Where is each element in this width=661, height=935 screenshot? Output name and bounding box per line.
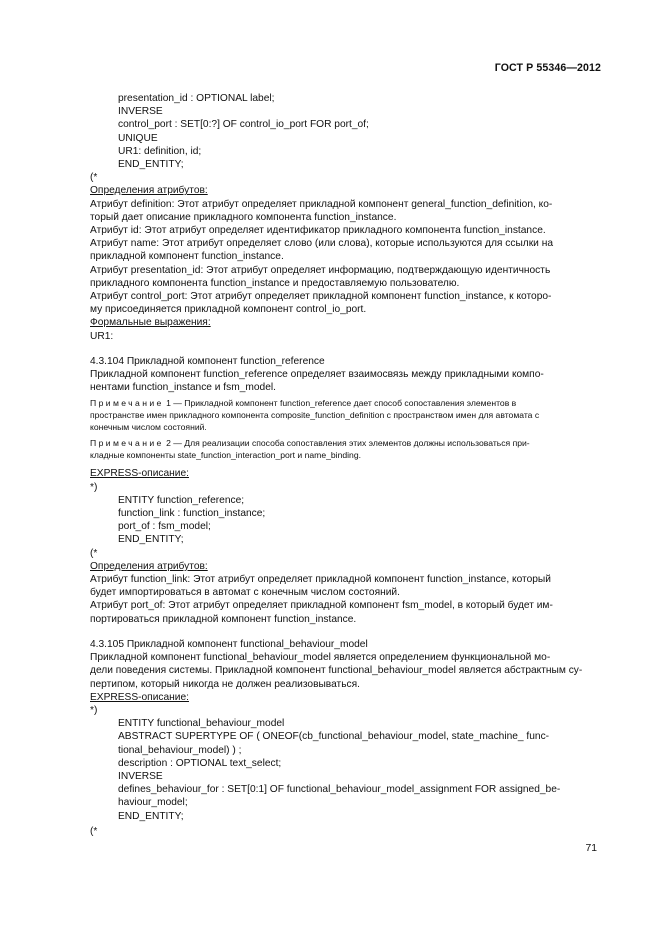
text-line: Атрибут name: Этот атрибут определяет слово (или слова), которые используются для ссылки на — [90, 238, 553, 250]
code-line: port_of : fsm_model; — [118, 521, 211, 533]
code-line: haviour_model; — [118, 797, 188, 809]
text-line: торый дает описание прикладного компонента function_instance. — [90, 211, 397, 223]
code-line: INVERSE — [118, 106, 163, 118]
note-2 — [90, 438, 598, 462]
note-label: Примечание — [90, 398, 164, 409]
attributes-heading: Определения атрибутов: — [90, 560, 208, 572]
code-line: control_port : SET[0:?] OF control_io_port FOR port_of; — [118, 119, 369, 131]
attribute-control-port-desc — [90, 290, 598, 316]
text-line: нентами function_instance и fsm_model. — [90, 382, 276, 394]
text-line: 2 — Для реализации способа сопоставления этих элементов должны использоваться при- — [166, 437, 530, 448]
text-line: кладные компоненты state_function_interaction_port и name_binding. — [90, 449, 361, 460]
formal-rule: UR1: — [90, 330, 114, 342]
attribute-id-desc — [90, 224, 598, 237]
text-line: портироваться прикладной компонент function_instance. — [90, 613, 357, 625]
comment-open: (* — [90, 547, 98, 559]
text-line: Атрибут id: Этот атрибут определяет идентификатор прикладного компонента function_instance. — [90, 225, 546, 237]
comment-close: *) — [90, 704, 98, 716]
express-code-block-104 — [90, 494, 598, 547]
attribute-definition-desc — [90, 198, 598, 224]
text-line: 1 — Прикладной компонент function_reference дает способ сопоставления элементов в — [166, 398, 517, 409]
text-line: конечным числом состояний. — [90, 422, 207, 433]
code-line: tional_behaviour_model) ) ; — [118, 744, 242, 756]
attribute-function-link-desc — [90, 573, 598, 599]
formal-expressions-heading: Формальные выражения: — [90, 317, 211, 329]
code-line: UR1: definition, id; — [118, 145, 202, 157]
text-line: Атрибут presentation_id: Этот атрибут определяет информацию, подтверждающую идентичность — [90, 264, 551, 276]
express-heading-104: EXPRESS-описание: — [90, 468, 189, 480]
attribute-name-desc — [90, 237, 598, 263]
text-line: дели поведения системы. Прикладной компонент functional_behaviour_model является абстрактным су- — [90, 665, 583, 677]
page-number: 71 — [585, 843, 597, 854]
express-code-block-105 — [90, 717, 598, 823]
comment-close: *) — [90, 481, 98, 493]
section-title-105: 4.3.105 Прикладной компонент functional_behaviour_model — [90, 638, 368, 650]
code-line: presentation_id : OPTIONAL label; — [118, 93, 275, 104]
text-line: Атрибут control_port: Этот атрибут определяет прикладной компонент function_instance, к которо- — [90, 291, 552, 303]
text-line: Атрибут port_of: Этот атрибут определяет прикладной компонент fsm_model, в который будет им- — [90, 600, 553, 612]
section-title-104: 4.3.104 Прикладной компонент function_reference — [90, 355, 325, 367]
text-line: пертипом, который никогда не должен реализовываться. — [90, 678, 360, 690]
text-line: прикладной компонент function_instance. — [90, 251, 284, 263]
attribute-port-of-desc — [90, 599, 598, 625]
code-line: END_ENTITY; — [118, 534, 184, 546]
text-line: му присоединяется прикладной компонент control_io_port. — [90, 304, 367, 316]
comment-open: (* — [90, 172, 98, 184]
text-line: будет импортироваться в автомат с конечным числом состояний. — [90, 587, 400, 599]
text-line: Атрибут function_link: Этот атрибут определяет прикладной компонент function_instance, который — [90, 574, 551, 586]
code-line: function_link : function_instance; — [118, 508, 266, 520]
attributes-heading: Определения атрибутов: — [90, 185, 208, 197]
code-line: UNIQUE — [118, 132, 158, 144]
code-line: ENTITY functional_behaviour_model — [118, 718, 285, 730]
code-line: INVERSE — [118, 770, 163, 782]
standard-header: ГОСТ Р 55346—2012 — [494, 62, 601, 74]
section-105-description — [90, 651, 598, 691]
text-line: Атрибут definition: Этот атрибут определяет прикладной компонент general_function_definition, ко- — [90, 198, 553, 210]
comment-open: (* — [90, 825, 98, 837]
express-code-block-1 — [90, 92, 598, 171]
text-line: Прикладной компонент functional_behaviour_model является определением функциональной мо- — [90, 652, 551, 664]
express-heading-105: EXPRESS-описание: — [90, 691, 189, 703]
note-1 — [90, 398, 598, 433]
code-line: END_ENTITY; — [118, 810, 184, 822]
code-line: defines_behaviour_for : SET[0:1] OF functional_behaviour_model_assignment FOR assigned_be- — [118, 784, 561, 796]
section-104-description — [90, 368, 598, 394]
text-line: прикладного компонента function_instance и предоставляемую пользователю. — [90, 277, 460, 289]
code-line: END_ENTITY; — [118, 159, 184, 171]
text-line: пространстве имен прикладного компонента composite_function_definition с пространством имен для автомата с — [90, 410, 540, 421]
code-line: description : OPTIONAL text_select; — [118, 757, 282, 769]
document-body — [90, 92, 598, 838]
note-label: Примечание — [90, 437, 164, 448]
code-line: ENTITY function_reference; — [118, 494, 245, 506]
code-line: ABSTRACT SUPERTYPE OF ( ONEOF(cb_functional_behaviour_model, state_machine_ func- — [118, 731, 550, 743]
text-line: Прикладной компонент function_reference определяет взаимосвязь между прикладными компо- — [90, 369, 544, 381]
attribute-presentation-id-desc — [90, 264, 598, 290]
